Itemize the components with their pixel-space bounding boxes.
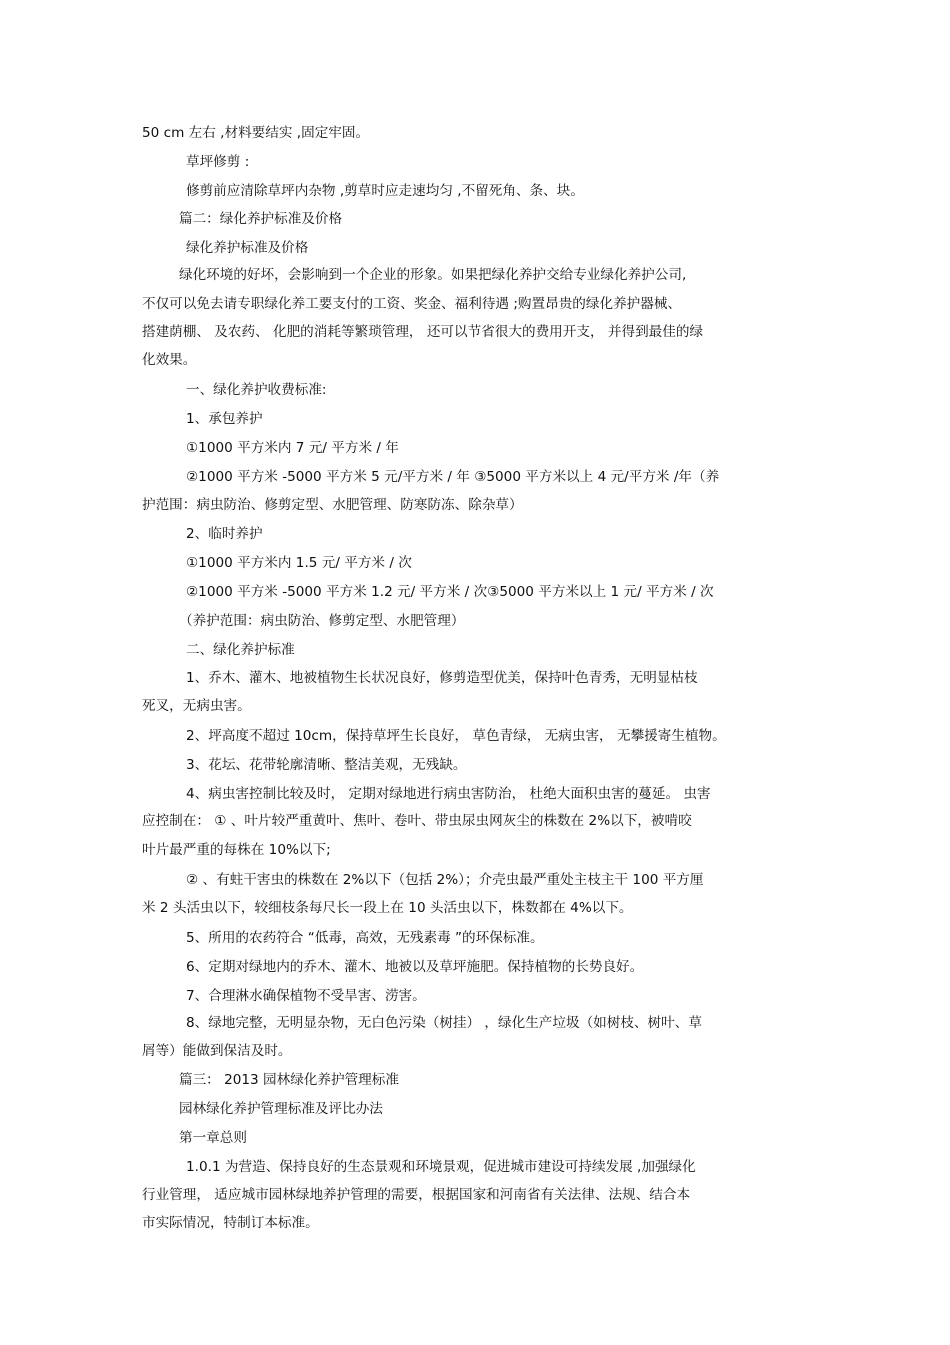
text-line: 7、合理淋水确保植物不受旱害、涝害。	[186, 988, 426, 1004]
text-line: 搭建荫棚、 及农药、 化肥的消耗等繁琐管理， 还可以节省很大的费用开支， 并得到最佳的绿	[142, 324, 704, 340]
section-heading: 篇三： 2013 园林绿化养护管理标准	[179, 1072, 399, 1088]
text-line: 1、承包养护	[186, 411, 263, 427]
text-line: 市实际情况，特制订本标准。	[142, 1215, 319, 1231]
text-line: 2、坪高度不超过 10cm，保持草坪生长良好， 草色青绿， 无病虫害， 无攀援寄生植物。	[186, 728, 726, 744]
text-line: 6、定期对绿地内的乔木、灌木、地被以及草坪施肥。保持植物的长势良好。	[186, 959, 644, 975]
text-line: ①1000 平方米内 1.5 元/ 平方米 / 次	[186, 555, 412, 571]
text-line: 行业管理， 适应城市园林绿地养护管理的需要，根据国家和河南省有关法律、法规、结合本	[142, 1187, 691, 1203]
text-line: 绿化养护标准及价格	[186, 240, 309, 256]
text-line: 绿化环境的好坏，会影响到一个企业的形象。如果把绿化养护交给专业绿化养护公司,	[179, 267, 687, 283]
text-line: 一、绿化养护收费标准:	[186, 382, 327, 398]
text-line: 3、花坛、花带轮廓清晰、整洁美观，无残缺。	[186, 757, 467, 773]
text-line: 草坪修剪 :	[186, 154, 250, 170]
text-line: ①1000 平方米内 7 元/ 平方米 / 年	[186, 440, 399, 456]
text-line: 1、乔木、灌木、地被植物生长状况良好，修剪造型优美，保持叶色青秀，无明显枯枝	[186, 670, 698, 686]
text-line: 2、临时养护	[186, 526, 263, 542]
text-line: 修剪前应清除草坪内杂物 ,剪草时应走速均匀 ,不留死角、条、块。	[186, 183, 584, 199]
text-line: 叶片最严重的每株在 10%以下;	[142, 842, 331, 858]
text-line: ②1000 平方米 -5000 平方米 1.2 元/ 平方米 / 次③5000 平方米以上 1 元/ 平方米 / 次	[186, 584, 714, 600]
text-line: 1.0.1 为营造、保持良好的生态景观和环境景观，促进城市建设可持续发展 ,加强绿化	[186, 1159, 696, 1175]
text-line: 屑等）能做到保洁及时。	[142, 1043, 292, 1059]
text-line: 4、病虫害控制比较及时， 定期对绿地进行病虫害防治， 杜绝大面积虫害的蔓延。 虫害	[186, 786, 711, 802]
document-title: 园林绿化养护管理标准及评比办法	[179, 1101, 383, 1117]
text-line: 8、绿地完整，无明显杂物，无白色污染（树挂） ，绿化生产垃圾（如树枝、树叶、草	[186, 1015, 702, 1031]
text-line: 应控制在： ① 、叶片较严重黄叶、焦叶、卷叶、带虫尿虫网灰尘的株数在 2%以下，被啃咬	[142, 813, 692, 829]
text-line: 化效果。	[142, 352, 197, 368]
text-line: 不仅可以免去请专职绿化养工要支付的工资、奖金、福利待遇 ;购置昂贵的绿化养护器械、	[142, 296, 682, 312]
chapter-heading: 第一章总则	[179, 1130, 247, 1146]
text-line: 50 cm 左右 ,材料要结实 ,固定牢固。	[142, 125, 370, 141]
text-line: 死叉，无病虫害。	[142, 698, 251, 714]
section-heading: 篇二：绿化养护标准及价格	[179, 211, 343, 227]
text-line: ②1000 平方米 -5000 平方米 5 元/平方米 / 年 ③5000 平方米以上 4 元/平方米 /年（养	[186, 469, 720, 485]
text-line: 护范围：病虫防治、修剪定型、水肥管理、防寒防冻、除杂草）	[142, 497, 523, 513]
text-line: 米 2 头活虫以下，较细枝条每尺长一段上在 10 头活虫以下，株数都在 4%以下。	[142, 900, 633, 916]
text-line: 二、绿化养护标准	[186, 642, 295, 658]
text-line: ② 、有蛀干害虫的株数在 2%以下（包括 2%）；介壳虫最严重处主枝主干 100 平方厘	[186, 872, 704, 888]
text-line: （养护范围：病虫防治、修剪定型、水肥管理）	[179, 613, 465, 629]
text-line: 5、所用的农药符合 “低毒，高效，无残素毒 ”的环保标准。	[186, 930, 544, 946]
